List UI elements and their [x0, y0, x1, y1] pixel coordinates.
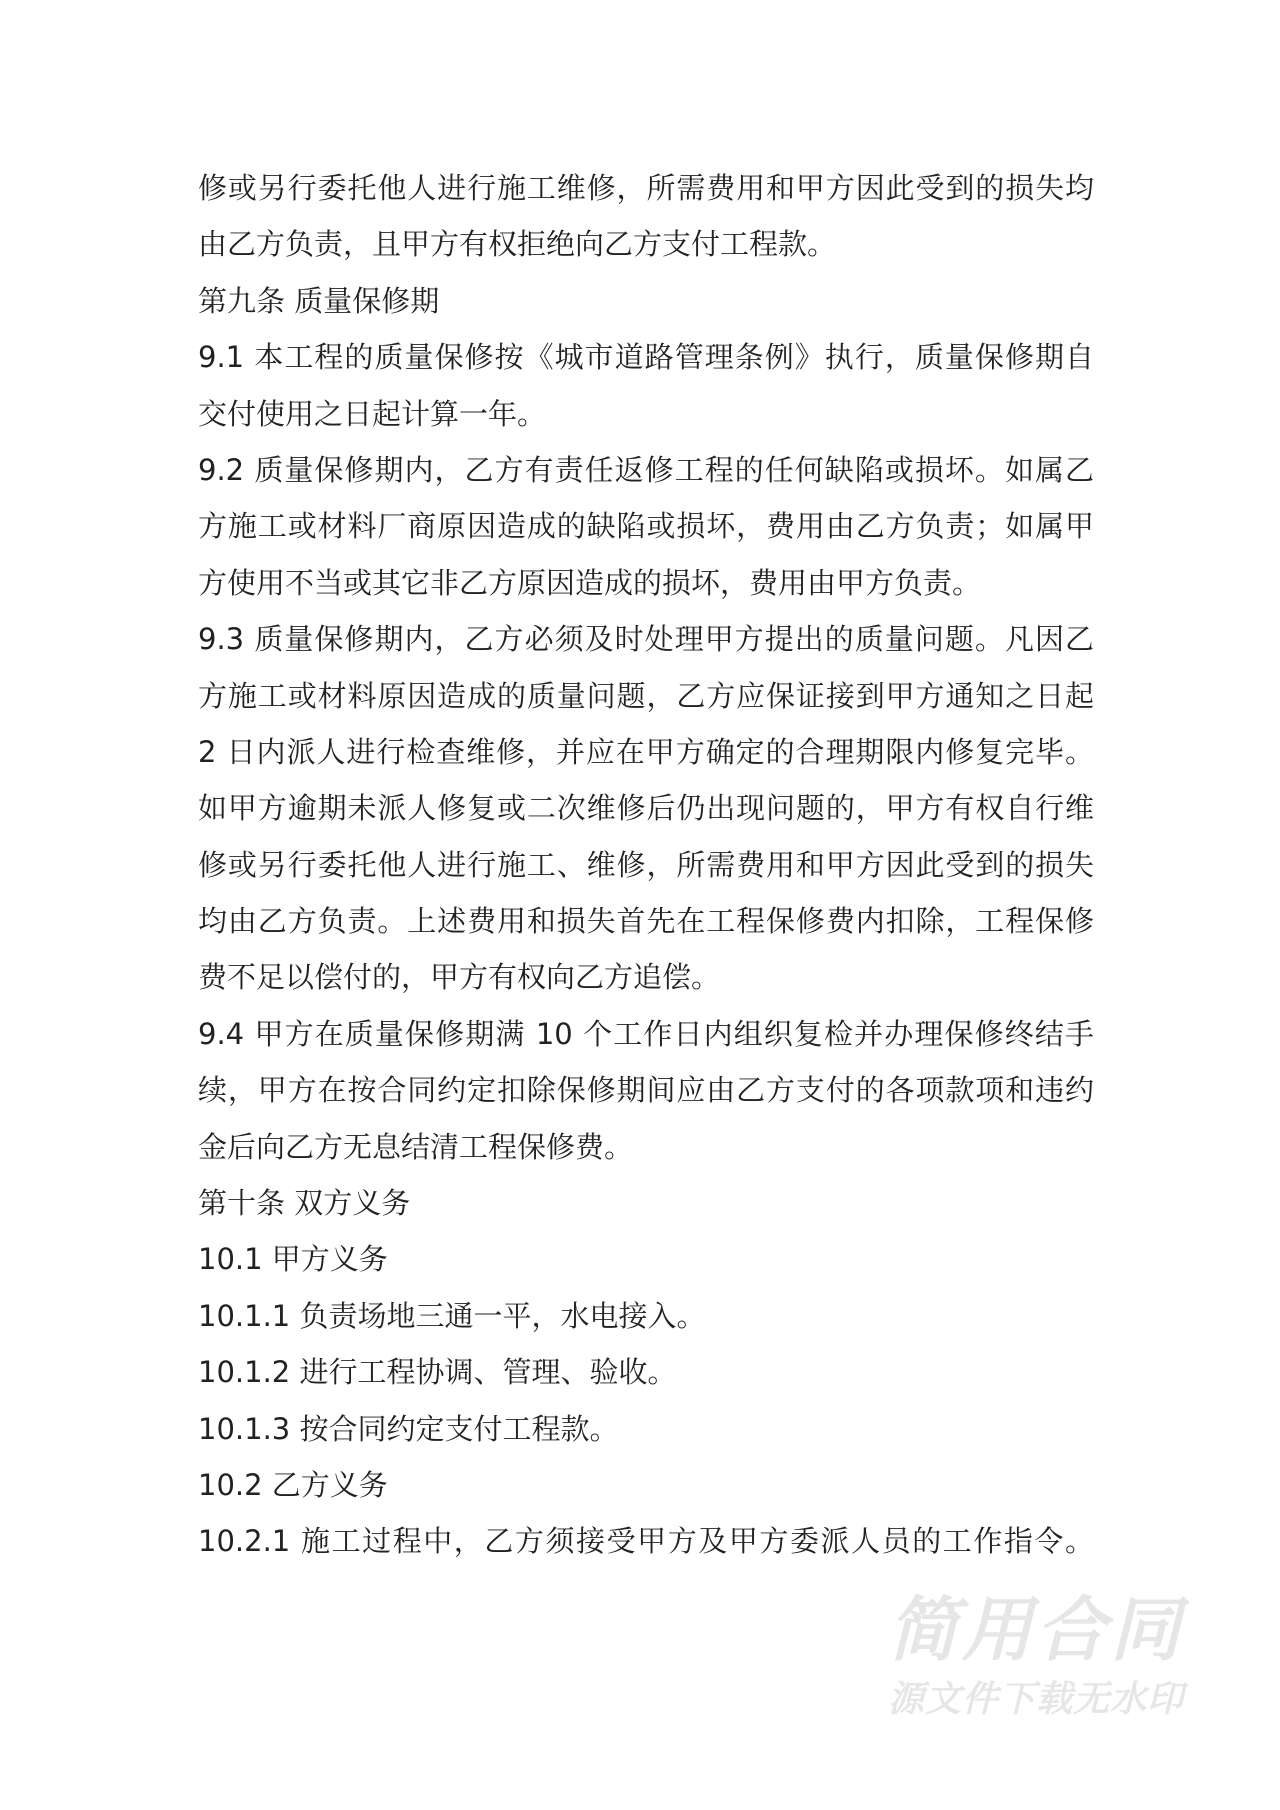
text-line: 9.4 甲方在质量保修期满 10 个工作日内组织复检并办理保修终结手 — [198, 1016, 1094, 1051]
document-body — [198, 160, 1094, 1570]
text-line: 9.2 质量保修期内，乙方有责任返修工程的任何缺陷或损坏。如属乙 — [198, 452, 1094, 487]
text-line: 均由乙方负责。上述费用和损失首先在工程保修费内扣除，工程保修 — [198, 904, 1094, 939]
text-line: 10.1.2 进行工程协调、管理、验收。 — [198, 1355, 677, 1390]
text-line: 2 日内派人进行检查维修，并应在甲方确定的合理期限内修复完毕。 — [198, 734, 1094, 769]
text-line: 10.1 甲方义务 — [198, 1242, 388, 1277]
text-line: 方施工或材料原因造成的质量问题，乙方应保证接到甲方通知之日起 — [198, 678, 1094, 713]
text-line: 方施工或材料厂商原因造成的缺陷或损坏，费用由乙方负责；如属甲 — [198, 509, 1094, 544]
text-line: 9.1 本工程的质量保修按《城市道路管理条例》执行，质量保修期自 — [198, 340, 1094, 375]
text-line: 续，甲方在按合同约定扣除保修期间应由乙方支付的各项款项和违约 — [198, 1073, 1094, 1108]
text-line: 修或另行委托他人进行施工、维修，所需费用和甲方因此受到的损失 — [198, 847, 1094, 882]
text-line: 修或另行委托他人进行施工维修，所需费用和甲方因此受到的损失均 — [198, 171, 1094, 205]
text-line: 10.2 乙方义务 — [198, 1467, 388, 1502]
text-line: 10.1.1 负责场地三通一平，水电接入。 — [198, 1298, 706, 1333]
text-line: 交付使用之日起计算一年。 — [198, 396, 547, 431]
watermark — [888, 1590, 1188, 1730]
text-line: 10.1.3 按合同约定支付工程款。 — [198, 1411, 619, 1446]
text-line: 费不足以偿付的，甲方有权向乙方追偿。 — [198, 960, 721, 995]
watermark-title: 简用合同 — [888, 1589, 1184, 1671]
text-line: 9.3 质量保修期内，乙方必须及时处理甲方提出的质量问题。凡因乙 — [198, 622, 1094, 657]
text-line: 第十条 双方义务 — [198, 1186, 411, 1221]
watermark-subtitle: 源文件下载无水印 — [888, 1679, 1185, 1720]
text-line: 10.2.1 施工过程中，乙方须接受甲方及甲方委派人员的工作指令。 — [198, 1524, 1094, 1559]
text-line: 如甲方逾期未派人修复或二次维修后仍出现问题的，甲方有权自行维 — [198, 791, 1094, 826]
text-line: 金后向乙方无息结清工程保修费。 — [198, 1129, 634, 1164]
text-line: 由乙方负责，且甲方有权拒绝向乙方支付工程款。 — [198, 227, 837, 262]
text-line: 第九条 质量保修期 — [198, 283, 440, 318]
text-line: 方使用不当或其它非乙方原因造成的损坏，费用由甲方负责。 — [198, 565, 982, 600]
